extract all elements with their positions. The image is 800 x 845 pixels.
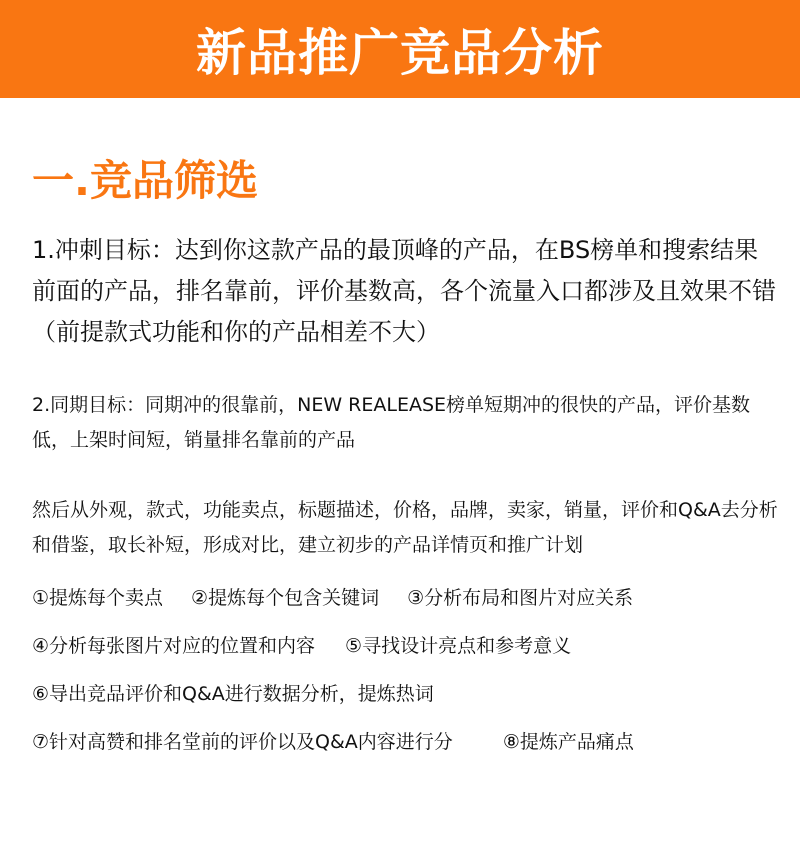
- header-banner: [0, 0, 800, 98]
- steps-row: [32, 668, 782, 716]
- sprint-target-paragraph: 1.冲刺目标：达到你这款产品的最顶峰的产品，在BS榜单和搜索结果前面的产品，排名靠前，评价基数高，各个流量入口都涉及且效果不错（前提款式功能和你的产品相差不大）: [32, 236, 776, 346]
- step-item-3: ③分析布局和图片对应关系: [407, 586, 634, 609]
- steps-list: [32, 572, 782, 764]
- analysis-paragraph: 然后从外观，款式，功能卖点，标题描述，价格，品牌，卖家，销量，评价和Q&A去分析和借鉴，取长补短，形成对比，建立初步的产品详情页和推广计划: [32, 499, 778, 556]
- steps-row: [32, 716, 782, 764]
- step-item-5: ⑤寻找设计亮点和参考意义: [345, 634, 572, 657]
- step-item-2: ②提炼每个包含关键词: [191, 586, 380, 609]
- section-heading: 一.竞品筛选: [32, 156, 258, 205]
- steps-row: [32, 620, 782, 668]
- peer-target-paragraph: 2.同期目标：同期冲的很靠前，NEW REALEASE榜单短期冲的很快的产品，评价基数低，上架时间短，销量排名靠前的产品: [32, 394, 751, 451]
- step-item-8: ⑧提炼产品痛点: [502, 730, 634, 753]
- page-title: 新品推广竞品分析: [196, 24, 604, 82]
- step-item-4: ④分析每张图片对应的位置和内容: [32, 634, 316, 657]
- step-item-7: ⑦针对高赞和排名堂前的评价以及Q&A内容进行分: [32, 730, 453, 753]
- step-item-1: ①提炼每个卖点: [32, 586, 164, 609]
- step-item-6: ⑥导出竞品评价和Q&A进行数据分析，提炼热词: [32, 682, 434, 705]
- steps-row: [32, 572, 782, 620]
